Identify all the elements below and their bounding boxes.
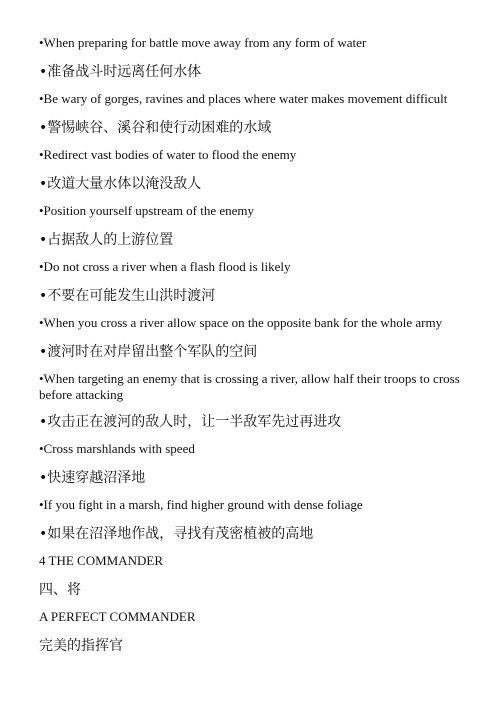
bullet-zh-flash-flood: •不要在可能发生山洪时渡河	[39, 288, 216, 304]
bullet-zh-redirect-water: •改道大量水体以淹没敌人	[39, 176, 202, 192]
bullet-en-marshlands: •Cross marshlands with speed	[39, 441, 195, 456]
bullet-zh-cross-river: •渡河时在对岸留出整个军队的空间	[39, 344, 258, 360]
bullet-en-redirect-water: •Redirect vast bodies of water to flood the enemy	[39, 147, 297, 162]
bullet-en-upstream: •Position yourself upstream of the enemy	[39, 203, 255, 218]
bullet-en-gorges: •Be wary of gorges, ravines and places where water makes movement difficult	[39, 91, 448, 106]
bullet-en-cross-river: •When you cross a river allow space on the opposite bank for the whole army	[39, 315, 443, 330]
chapter-heading-en: 4 THE COMMANDER	[39, 553, 163, 568]
chapter-heading-zh: 四、将	[39, 582, 81, 598]
bullet-zh-marshlands: •快速穿越沼泽地	[39, 470, 146, 486]
bullet-zh-half-troops: •攻击正在渡河的敌人时，让一半敌军先过再进攻	[39, 414, 342, 430]
bullet-zh-gorges: •警惕峡谷、溪谷和使行动困难的水域	[39, 120, 272, 136]
bullet-zh-upstream: •占据敌人的上游位置	[39, 232, 174, 248]
bullet-en-flash-flood: •Do not cross a river when a flash flood is likely	[39, 259, 291, 274]
section-heading-en: A PERFECT COMMANDER	[39, 609, 196, 624]
section-heading-zh: 完美的指挥官	[39, 638, 123, 654]
bullet-en-higher-ground: •If you fight in a marsh, find higher ground with dense foliage	[39, 497, 363, 512]
bullet-zh-avoid-water: •准备战斗时远离任何水体	[39, 64, 202, 80]
bullet-en-avoid-water: •When preparing for battle move away from any form of water	[39, 35, 367, 50]
bullet-en-half-troops: •When targeting an enemy that is crossing a river, allow half their troops to cross before attacking	[39, 371, 460, 402]
bullet-zh-higher-ground: •如果在沼泽地作战，寻找有茂密植被的高地	[39, 526, 314, 542]
